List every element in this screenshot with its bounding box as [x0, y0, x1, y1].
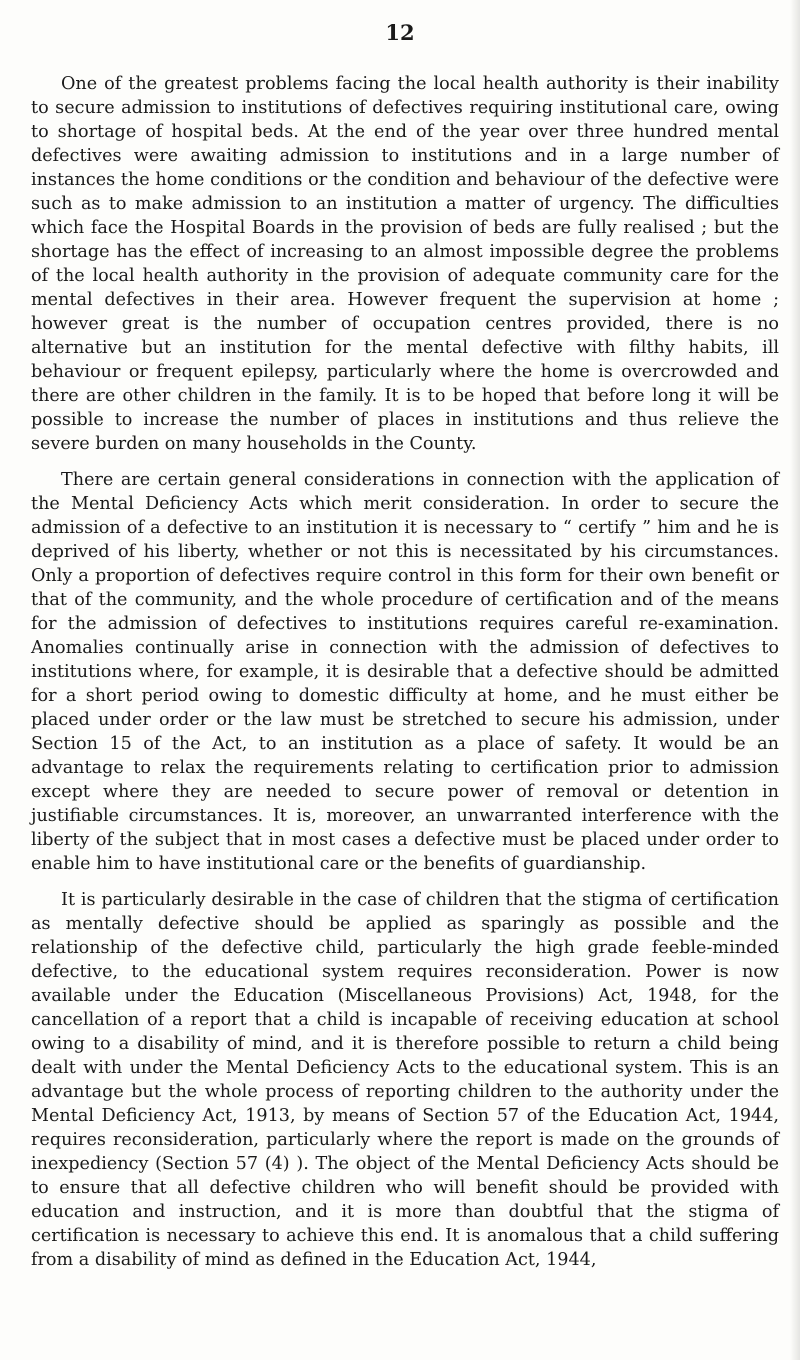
page-number: 12: [385, 20, 415, 45]
paragraph-institutional-care: One of the greatest problems facing the local health authority is their inability to secure admission to institutions of defectives requiring institutional care, owing to shortage of hospital beds. At the end of the year over three hundred mental defectives were awaiting admission to institutions and in a large number of instances the home conditions or the condition and behaviour of the defective were such as to make admission to an institution a matter of urgency. The difficulties which face the Hospital Boards in the provision of beds are fully realised ; but the shortage has the effect of increasing to an almost impossible degree the problems of the local health authority in the provision of adequate community care for the mental defectives in their area. However frequent the supervision at home ; however great is the number of occupation centres provided, there is no alternative but an institution for the mental defective with filthy habits, ill behaviour or frequent epilepsy, particularly where the home is overcrowded and there are other children in the family. It is to be hoped that before long it will be possible to increase the number of places in institutions and thus relieve the severe burden on many households in the County.: [31, 74, 779, 454]
body-text: [31, 72, 779, 1284]
paragraph-mental-deficiency-acts: There are certain general considerations in connection with the application of the Mental Deficiency Acts which merit consideration. In order to secure the admission of a defective to an institution it is necessary to “ certify ” him and he is deprived of his liberty, whether or not this is necessitated by his circumstances. Only a proportion of defectives require control in this form for their own benefit or that of the community, and the whole procedure of certification and of the means for the admission of defectives to institutions requires careful re-examination. Anomalies continually arise in connection with the admission of defectives to institutions where, for example, it is desirable that a defective should be admitted for a short period owing to domestic difficulty at home, and he must either be placed under order or the law must be stretched to secure his admission, under Section 15 of the Act, to an institution as a place of safety. It would be an advantage to relax the requirements relating to certification prior to admission except where they are needed to secure power of removal or detention in justifiable circumstances. It is, moreover, an unwarranted interference with the liberty of the subject that in most cases a defective must be placed under order to enable him to have institutional care or the benefits of guardianship.: [31, 470, 779, 874]
paragraph-children-certification: It is particularly desirable in the case of children that the stigma of certification as mentally defective should be applied as sparingly as possible and the relationship of the defective child, particularly the high grade feeble-minded defective, to the educational system requires reconsideration. Power is now available under the Education (Miscellaneous Provisions) Act, 1948, for the cancellation of a report that a child is incapable of receiving education at school owing to a disability of mind, and it is therefore possible to return a child being dealt with under the Mental Deficiency Acts to the educational system. This is an advantage but the whole process of reporting children to the authority under the Mental Deficiency Act, 1913, by means of Section 57 of the Education Act, 1944, requires reconsideration, particularly where the report is made on the grounds of inexpediency (Section 57 (4) ). The object of the Mental Deficiency Acts should be to ensure that all defective children who will benefit should be provided with education and instruction, and it is more than doubtful that the stigma of certification is necessary to achieve this end. It is anomalous that a child suffering from a disability of mind as defined in the Education Act, 1944,: [31, 890, 779, 1270]
page-edge-shadow: [790, 0, 800, 1360]
